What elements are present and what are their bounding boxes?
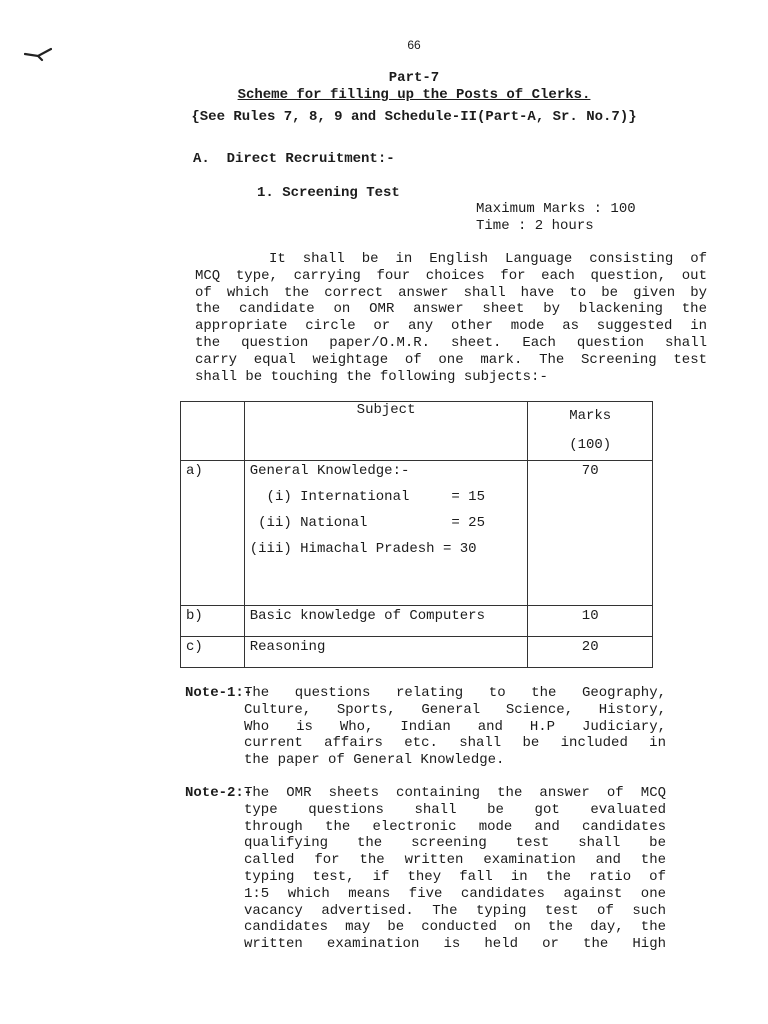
index-header-cell bbox=[181, 402, 245, 461]
row-index: a) bbox=[181, 461, 245, 606]
note-line: through the electronic mode and candidates bbox=[244, 818, 666, 835]
note-label: Note-1:- bbox=[185, 685, 253, 701]
paragraph-line: MCQ type, carrying four choices for each question, out bbox=[195, 267, 707, 284]
marks-header bbox=[528, 402, 653, 461]
section-heading: A. Direct Recruitment:- bbox=[193, 151, 395, 167]
note-2 bbox=[185, 785, 666, 953]
time-limit: Time : 2 hours bbox=[476, 218, 594, 234]
page-number: 66 bbox=[407, 38, 421, 52]
marks-cell: 20 bbox=[528, 637, 653, 668]
marks-header-total: (100) bbox=[569, 437, 612, 453]
paragraph-line: It shall be in English Language consisting of bbox=[269, 251, 707, 267]
note-line: typing test, if they fall in the ratio of bbox=[244, 868, 666, 885]
subject-header: Subject bbox=[244, 402, 528, 461]
rules-reference: {See Rules 7, 8, 9 and Schedule-II(Part-A, Sr. No.7)} bbox=[191, 109, 637, 125]
note-line: 1:5 which means five candidates against one bbox=[244, 885, 666, 902]
note-line: candidates may be conducted on the day, the bbox=[244, 919, 666, 936]
subject-cell: Basic knowledge of Computers bbox=[244, 606, 528, 637]
note-line: the paper of General Knowledge. bbox=[244, 752, 505, 769]
subject-name: General Knowledge:- bbox=[249, 463, 410, 479]
note-line: type questions shall be got evaluated bbox=[244, 801, 666, 818]
note-line: The OMR sheets containing the answer of MCQ bbox=[244, 785, 666, 801]
subject-cell bbox=[244, 461, 528, 606]
part-title: Part-7 bbox=[388, 70, 440, 86]
marks-header-label: Marks bbox=[569, 408, 612, 424]
sub-item: (ii) National = 25 bbox=[249, 515, 485, 531]
note-line: current affairs etc. shall be included in bbox=[244, 735, 666, 752]
screening-test-heading: 1. Screening Test bbox=[257, 185, 400, 201]
paragraph-line: shall be touching the following subjects:- bbox=[195, 368, 548, 385]
subjects-table bbox=[180, 401, 653, 668]
paragraph-line: carry equal weightage of one mark. The Screening test bbox=[195, 351, 707, 368]
note-line: Who is Who, Indian and H.P Judiciary, bbox=[244, 718, 666, 735]
table-header-row bbox=[181, 402, 653, 461]
screening-paragraph bbox=[195, 251, 707, 385]
note-line: written examination is held or the High bbox=[244, 936, 666, 953]
marks-cell: 10 bbox=[528, 606, 653, 637]
row-index: c) bbox=[181, 637, 245, 668]
note-line: qualifying the screening test shall be bbox=[244, 835, 666, 852]
table-row bbox=[181, 461, 653, 606]
table-row bbox=[181, 606, 653, 637]
paragraph-line: appropriate circle or any other mode as suggested in bbox=[195, 318, 707, 335]
paragraph-line: the question paper/O.M.R. sheet. Each question shall bbox=[195, 334, 707, 351]
paragraph-line: the candidate on OMR answer sheet by blackening the bbox=[195, 301, 707, 318]
row-index: b) bbox=[181, 606, 245, 637]
note-line: Culture, Sports, General Science, History, bbox=[244, 701, 666, 718]
note-line: called for the written examination and the bbox=[244, 852, 666, 869]
subject-cell: Reasoning bbox=[244, 637, 528, 668]
table-row bbox=[181, 637, 653, 668]
sub-item: (iii) Himachal Pradesh = 30 bbox=[249, 541, 477, 557]
paragraph-line: of which the correct answer shall have to be given by bbox=[195, 284, 707, 301]
scheme-title: Scheme for filling up the Posts of Clerks. bbox=[237, 87, 591, 103]
note-label: Note-2:- bbox=[185, 785, 253, 801]
marks-cell: 70 bbox=[528, 461, 653, 606]
note-line: The questions relating to the Geography, bbox=[244, 685, 666, 701]
maximum-marks: Maximum Marks : 100 bbox=[476, 201, 636, 217]
sub-item: (i) International = 15 bbox=[249, 489, 485, 505]
note-1 bbox=[185, 685, 666, 769]
note-line: vacancy advertised. The typing test of such bbox=[244, 902, 666, 919]
